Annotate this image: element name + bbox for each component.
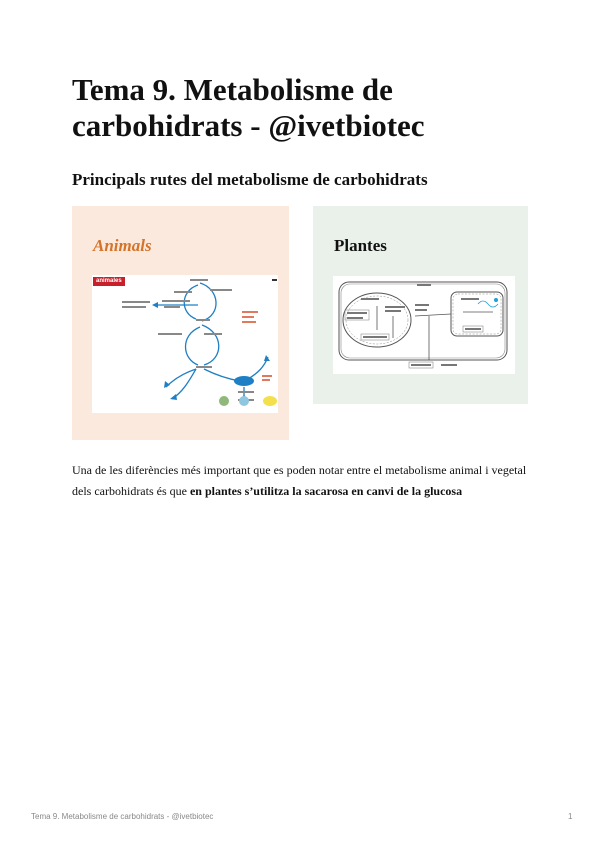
animal-metabolism-diagram: [92, 275, 278, 413]
plants-panel-title: Plantes: [334, 236, 387, 255]
figure-tag: animales: [93, 277, 125, 286]
plant-pathway-graphic: [333, 276, 515, 374]
plant-metabolism-diagram: [333, 276, 515, 374]
page-title: Tema 9. Metabolisme de carbohidrats - @ivetbiotec: [72, 72, 425, 143]
animal-pathway-graphic: [92, 275, 278, 413]
section-heading: Principals rutes del metabolisme de carbohidrats: [72, 170, 428, 189]
page-number: 1: [568, 812, 573, 821]
animals-panel-title: Animals: [93, 236, 152, 255]
plants-panel: [313, 206, 528, 404]
paragraph-bold-text: en plantes s’utilitza la sacarosa en canvi de la glucosa: [189, 484, 463, 498]
animals-panel: [72, 206, 289, 440]
comparison-paragraph: [72, 460, 532, 502]
paragraph-plain-text: Una de les diferències més important que es poden notar entre el metabolisme animal i vegetal dels carbohidrats és que: [72, 463, 527, 498]
footer-title: Tema 9. Metabolisme de carbohidrats - @ivetbiotec: [31, 812, 214, 821]
